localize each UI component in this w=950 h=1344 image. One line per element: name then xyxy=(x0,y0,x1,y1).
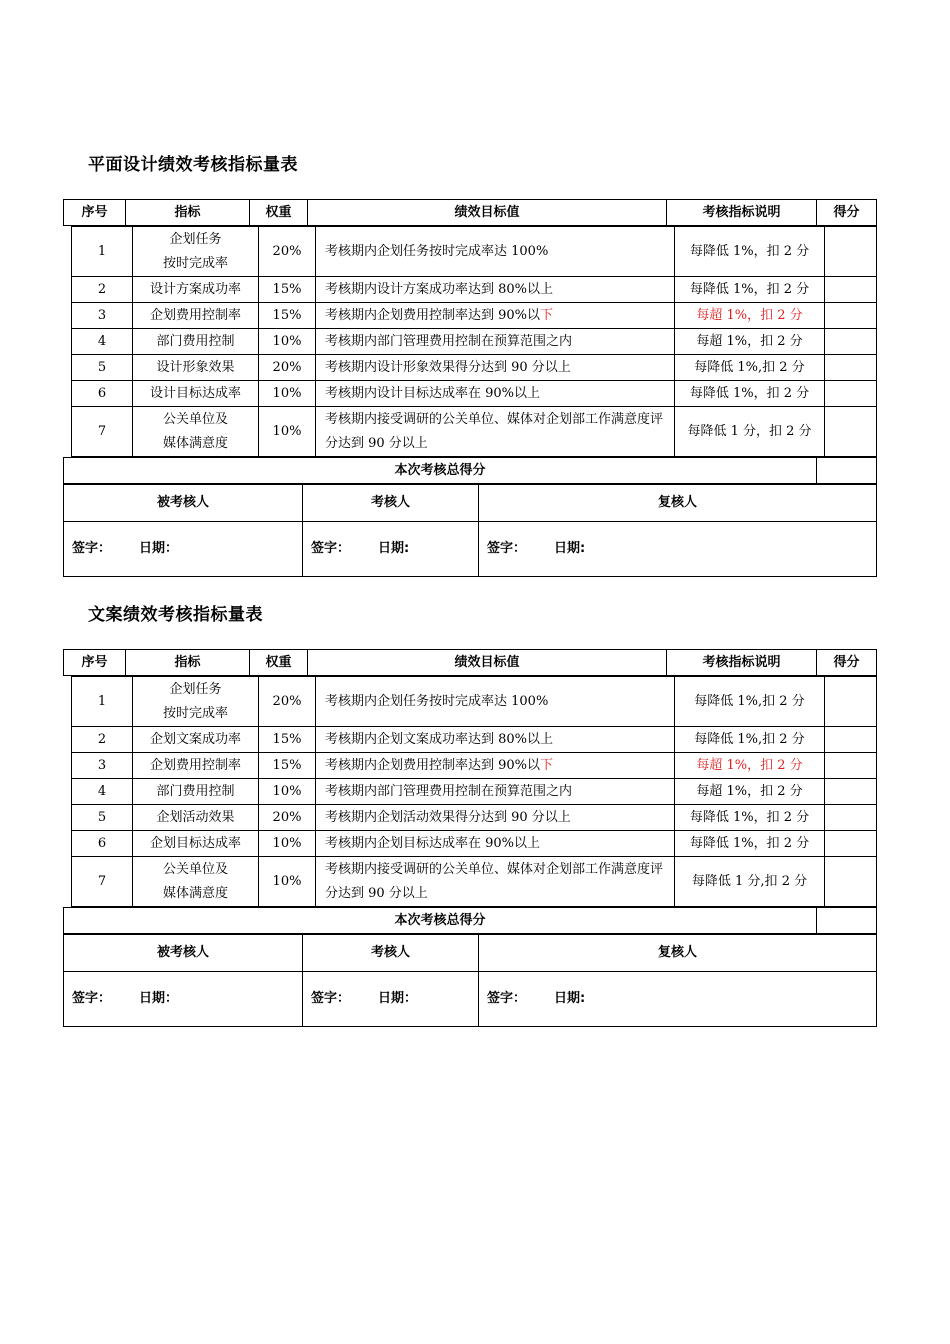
table-row xyxy=(72,753,877,779)
indicator-cell xyxy=(133,227,259,277)
col-header-indicator: 指标 xyxy=(126,650,250,676)
date-label: 日期： xyxy=(378,991,418,1006)
table-row xyxy=(72,831,877,857)
total-score-label: 本次考核总得分 xyxy=(64,458,817,484)
indicator-line-1: 设计方案成功率 xyxy=(149,281,241,297)
col-header-weight: 权重 xyxy=(250,200,308,226)
target-text-red: 下 xyxy=(540,757,554,773)
target-text: 考核期内部门管理费用控制在预算范围之内 xyxy=(325,783,573,799)
desc-cell: 每降低 1%，扣 2 分 xyxy=(675,805,825,831)
target-text: 考核期内企划费用控制率达到 90%以 xyxy=(325,307,541,323)
score-cell[interactable] xyxy=(825,381,877,407)
indicator-line-1: 部门费用控制 xyxy=(156,333,235,349)
signature-cell[interactable] xyxy=(479,522,877,577)
weight-cell: 20% xyxy=(259,805,316,831)
date-label: 日期： xyxy=(139,991,179,1006)
row-number: 1 xyxy=(72,677,133,727)
signature-label: 签字： xyxy=(311,541,351,556)
target-cell xyxy=(316,677,675,727)
col-header-desc: 考核指标说明 xyxy=(667,200,817,226)
score-cell[interactable] xyxy=(825,303,877,329)
weight-cell: 10% xyxy=(259,857,316,907)
indicator-cell xyxy=(133,677,259,727)
col-header-score: 得分 xyxy=(817,200,877,226)
table-row xyxy=(72,227,877,277)
target-cell xyxy=(316,779,675,805)
indicator-line-2: 按时完成率 xyxy=(162,705,228,721)
indicator-line-2: 按时完成率 xyxy=(162,255,228,271)
target-text: 考核期内企划文案成功率达到 80%以上 xyxy=(325,731,554,747)
weight-cell: 15% xyxy=(259,727,316,753)
desc-cell: 每降低 1%,扣 2 分 xyxy=(675,355,825,381)
signature-cell[interactable] xyxy=(479,972,877,1027)
row-number: 4 xyxy=(72,779,133,805)
target-cell xyxy=(316,727,675,753)
indicator-line-1: 公关单位及 xyxy=(162,411,228,427)
score-cell[interactable] xyxy=(825,407,877,457)
signature-table xyxy=(63,484,877,577)
col-header-score: 得分 xyxy=(817,650,877,676)
total-table xyxy=(63,907,877,934)
table-row xyxy=(72,381,877,407)
target-cell xyxy=(316,303,675,329)
row-number: 2 xyxy=(72,277,133,303)
desc-cell: 每降低 1%,扣 2 分 xyxy=(675,727,825,753)
indicator-cell xyxy=(133,831,259,857)
kpi-sheet xyxy=(63,199,876,577)
target-text: 考核期内企划目标达成率在 90%以上 xyxy=(325,835,541,851)
table-row xyxy=(72,779,877,805)
indicator-line-1: 企划任务 xyxy=(169,681,222,697)
table-row xyxy=(72,677,877,727)
signature-cell[interactable] xyxy=(64,972,303,1027)
indicator-line-1: 企划目标达成率 xyxy=(149,835,241,851)
col-header-weight: 权重 xyxy=(250,650,308,676)
score-cell[interactable] xyxy=(825,727,877,753)
target-text: 考核期内接受调研的公关单位、媒体对企划部工作满意度评分达到 90 分以上 xyxy=(325,411,664,451)
signature-label: 签字： xyxy=(72,991,112,1006)
total-score-cell[interactable] xyxy=(817,908,877,934)
weight-cell: 20% xyxy=(259,355,316,381)
weight-cell: 20% xyxy=(259,227,316,277)
section-title: 文案绩效考核指标量表 xyxy=(88,605,263,625)
desc-cell: 每超 1%，扣 2 分 xyxy=(675,329,825,355)
date-label: 日期: xyxy=(554,991,586,1006)
row-number: 7 xyxy=(72,407,133,457)
desc-cell: 每降低 1 分，扣 2 分 xyxy=(675,407,825,457)
target-cell xyxy=(316,227,675,277)
row-number: 5 xyxy=(72,805,133,831)
score-cell[interactable] xyxy=(825,355,877,381)
table-row xyxy=(72,857,877,907)
table-row xyxy=(72,727,877,753)
indicator-line-1: 企划活动效果 xyxy=(156,809,235,825)
target-text: 考核期内接受调研的公关单位、媒体对企划部工作满意度评分达到 90 分以上 xyxy=(325,861,664,901)
indicator-cell xyxy=(133,779,259,805)
total-score-cell[interactable] xyxy=(817,458,877,484)
target-text-red: 下 xyxy=(540,307,554,323)
target-cell xyxy=(316,277,675,303)
target-text: 考核期内设计目标达成率在 90%以上 xyxy=(325,385,541,401)
weight-cell: 20% xyxy=(259,677,316,727)
indicator-line-1: 设计形象效果 xyxy=(156,359,235,375)
indicator-line-1: 公关单位及 xyxy=(162,861,228,877)
target-cell xyxy=(316,857,675,907)
row-number: 5 xyxy=(72,355,133,381)
signature-label: 签字： xyxy=(487,991,527,1006)
indicator-cell xyxy=(133,727,259,753)
header-table xyxy=(63,199,877,226)
indicator-line-1: 企划文案成功率 xyxy=(149,731,241,747)
indicator-line-1: 设计目标达成率 xyxy=(149,385,241,401)
target-cell xyxy=(316,831,675,857)
indicator-line-1: 企划费用控制率 xyxy=(149,307,241,323)
target-text: 考核期内企划任务按时完成率达 100% xyxy=(325,693,549,709)
signature-cell[interactable] xyxy=(303,522,479,577)
row-number: 3 xyxy=(72,753,133,779)
desc-cell: 每降低 1 分,扣 2 分 xyxy=(675,857,825,907)
assessee-header: 被考核人 xyxy=(64,485,303,522)
table-row xyxy=(72,355,877,381)
desc-cell: 每超 1%，扣 2 分 xyxy=(675,303,825,329)
weight-cell: 10% xyxy=(259,381,316,407)
weight-cell: 10% xyxy=(259,779,316,805)
reviewer-header: 复核人 xyxy=(479,935,877,972)
indicator-cell xyxy=(133,355,259,381)
row-number: 1 xyxy=(72,227,133,277)
desc-cell: 每降低 1%，扣 2 分 xyxy=(675,831,825,857)
score-cell[interactable] xyxy=(825,857,877,907)
col-header-target: 绩效目标值 xyxy=(308,650,667,676)
target-text: 考核期内部门管理费用控制在预算范围之内 xyxy=(325,333,573,349)
signature-table xyxy=(63,934,877,1027)
indicator-cell xyxy=(133,407,259,457)
col-header-target: 绩效目标值 xyxy=(308,200,667,226)
desc-cell: 每降低 1%,扣 2 分 xyxy=(675,677,825,727)
target-cell xyxy=(316,753,675,779)
signature-cell[interactable] xyxy=(64,522,303,577)
row-number: 6 xyxy=(72,831,133,857)
kpi-sheet xyxy=(63,649,876,1027)
score-cell[interactable] xyxy=(825,227,877,277)
target-text: 考核期内设计方案成功率达到 80%以上 xyxy=(325,281,554,297)
date-label: 日期： xyxy=(139,541,179,556)
table-row xyxy=(72,303,877,329)
col-header-no: 序号 xyxy=(64,650,126,676)
signature-cell[interactable] xyxy=(303,972,479,1027)
target-cell xyxy=(316,805,675,831)
indicator-table xyxy=(71,226,877,457)
col-header-indicator: 指标 xyxy=(126,200,250,226)
table-row xyxy=(72,277,877,303)
assessor-header: 考核人 xyxy=(303,935,479,972)
target-text: 考核期内企划任务按时完成率达 100% xyxy=(325,243,549,259)
table-row xyxy=(72,329,877,355)
row-number: 2 xyxy=(72,727,133,753)
score-cell[interactable] xyxy=(825,277,877,303)
target-cell xyxy=(316,407,675,457)
assessor-header: 考核人 xyxy=(303,485,479,522)
col-header-desc: 考核指标说明 xyxy=(667,650,817,676)
indicator-cell xyxy=(133,303,259,329)
row-number: 3 xyxy=(72,303,133,329)
reviewer-header: 复核人 xyxy=(479,485,877,522)
total-table xyxy=(63,457,877,484)
score-cell[interactable] xyxy=(825,329,877,355)
weight-cell: 15% xyxy=(259,753,316,779)
col-header-no: 序号 xyxy=(64,200,126,226)
table-row xyxy=(72,407,877,457)
indicator-line-1: 部门费用控制 xyxy=(156,783,235,799)
desc-cell: 每降低 1%，扣 2 分 xyxy=(675,227,825,277)
desc-cell: 每降低 1%，扣 2 分 xyxy=(675,381,825,407)
total-score-label: 本次考核总得分 xyxy=(64,908,817,934)
target-text: 考核期内设计形象效果得分达到 90 分以上 xyxy=(325,359,571,375)
target-cell xyxy=(316,381,675,407)
target-cell xyxy=(316,329,675,355)
indicator-cell xyxy=(133,753,259,779)
indicator-table xyxy=(71,676,877,907)
desc-cell: 每降低 1%，扣 2 分 xyxy=(675,277,825,303)
score-cell[interactable] xyxy=(825,779,877,805)
header-table xyxy=(63,649,877,676)
signature-label: 签字： xyxy=(487,541,527,556)
desc-cell: 每超 1%，扣 2 分 xyxy=(675,779,825,805)
indicator-cell xyxy=(133,857,259,907)
indicator-cell xyxy=(133,805,259,831)
assessee-header: 被考核人 xyxy=(64,935,303,972)
indicator-line-2: 媒体满意度 xyxy=(162,435,228,451)
signature-label: 签字： xyxy=(311,991,351,1006)
score-cell[interactable] xyxy=(825,753,877,779)
date-label: 日期: xyxy=(554,541,586,556)
weight-cell: 15% xyxy=(259,303,316,329)
row-number: 6 xyxy=(72,381,133,407)
section-title: 平面设计绩效考核指标量表 xyxy=(88,155,298,175)
weight-cell: 10% xyxy=(259,329,316,355)
target-text: 考核期内企划活动效果得分达到 90 分以上 xyxy=(325,809,571,825)
score-cell[interactable] xyxy=(825,805,877,831)
target-cell xyxy=(316,355,675,381)
weight-cell: 10% xyxy=(259,831,316,857)
indicator-cell xyxy=(133,277,259,303)
target-text: 考核期内企划费用控制率达到 90%以 xyxy=(325,757,541,773)
weight-cell: 15% xyxy=(259,277,316,303)
indicator-line-1: 企划费用控制率 xyxy=(149,757,241,773)
score-cell[interactable] xyxy=(825,831,877,857)
desc-cell: 每超 1%，扣 2 分 xyxy=(675,753,825,779)
indicator-cell xyxy=(133,381,259,407)
indicator-line-2: 媒体满意度 xyxy=(162,885,228,901)
row-number: 4 xyxy=(72,329,133,355)
row-number: 7 xyxy=(72,857,133,907)
score-cell[interactable] xyxy=(825,677,877,727)
table-row xyxy=(72,805,877,831)
indicator-cell xyxy=(133,329,259,355)
date-label: 日期: xyxy=(378,541,410,556)
indicator-line-1: 企划任务 xyxy=(169,231,222,247)
signature-label: 签字： xyxy=(72,541,112,556)
weight-cell: 10% xyxy=(259,407,316,457)
